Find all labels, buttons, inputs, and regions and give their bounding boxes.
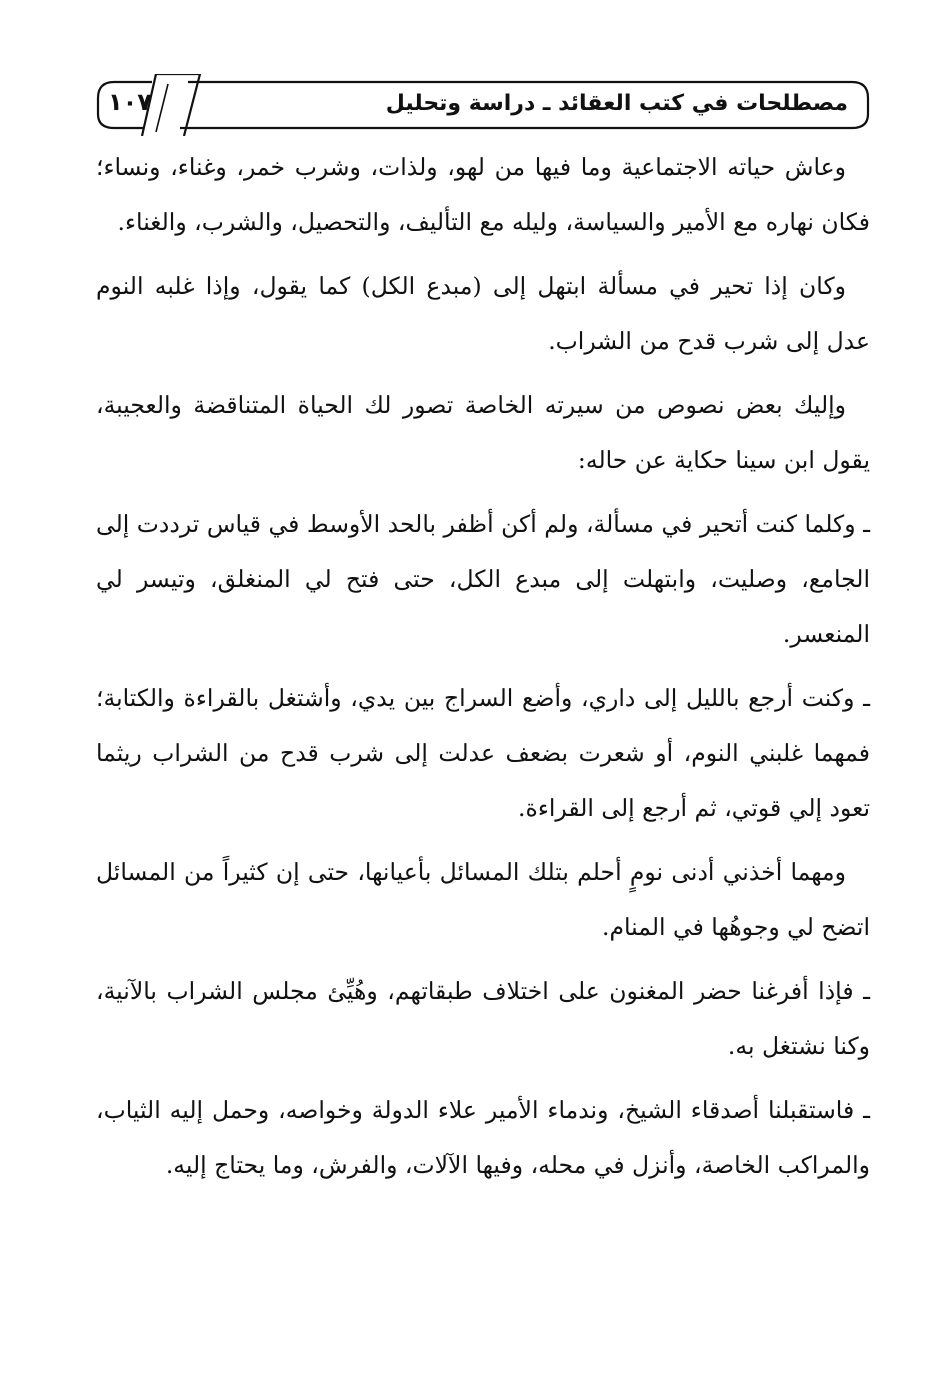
paragraph: ـ وكلما كنت أتحير في مسألة، ولم أكن أظفر بالحد الأوسط في قياس ترددت إلى الجامع، وصليت، وابتهلت إلى مبدع الكل، حتى فتح لي المنغلق، وتيسر لي المنعسر. xyxy=(96,510,870,648)
paragraph: ومهما أخذني أدنى نومٍ أحلم بتلك المسائل بأعيانها، حتى إن كثيراً من المسائل اتضح لي وجوهُها في المنام. xyxy=(96,858,870,941)
paragraph: ـ فإذا أفرغنا حضر المغنون على اختلاف طبقاتهم، وهُيِّئ مجلس الشراب بالآنية، وكنا نشتغل به. xyxy=(96,977,870,1060)
paragraph: ـ فاستقبلنا أصدقاء الشيخ، وندماء الأمير علاء الدولة وخواصه، وحمل إليه الثياب، والمراكب الخاصة، وأنزل في محله، وفيها الآلات، والفرش، وما يحتاج إليه. xyxy=(96,1096,870,1179)
paragraph: وكان إذا تحير في مسألة ابتهل إلى (مبدع الكل) كما يقول، وإذا غلبه النوم عدل إلى شرب قدح من الشراب. xyxy=(96,272,870,355)
paragraph: ـ وكنت أرجع بالليل إلى داري، وأضع السراج بين يدي، وأشتغل بالقراءة والكتابة؛ فمهما غلبني النوم، أو شعرت بضعف عدلت إلى شرب قدح من الشراب ريثما تعود إلي قوتي، ثم أرجع إلى القراءة. xyxy=(96,684,870,822)
running-header xyxy=(92,74,872,136)
header-title: مصطلحات في كتب العقائد ـ دراسة وتحليل xyxy=(385,91,848,116)
body-text xyxy=(96,140,870,1202)
paragraph: وإليك بعض نصوص من سيرته الخاصة تصور لك الحياة المتناقضة والعجيبة، يقول ابن سينا حكاية عن حاله: xyxy=(96,391,870,474)
page-number: ١٠٧ xyxy=(108,88,152,116)
paragraph: وعاش حياته الاجتماعية وما فيها من لهو، ولذات، وشرب خمر، وغناء، ونساء؛ فكان نهاره مع الأمير والسياسة، وليله مع التأليف، والتحصيل، والشرب، والغناء. xyxy=(96,153,870,236)
